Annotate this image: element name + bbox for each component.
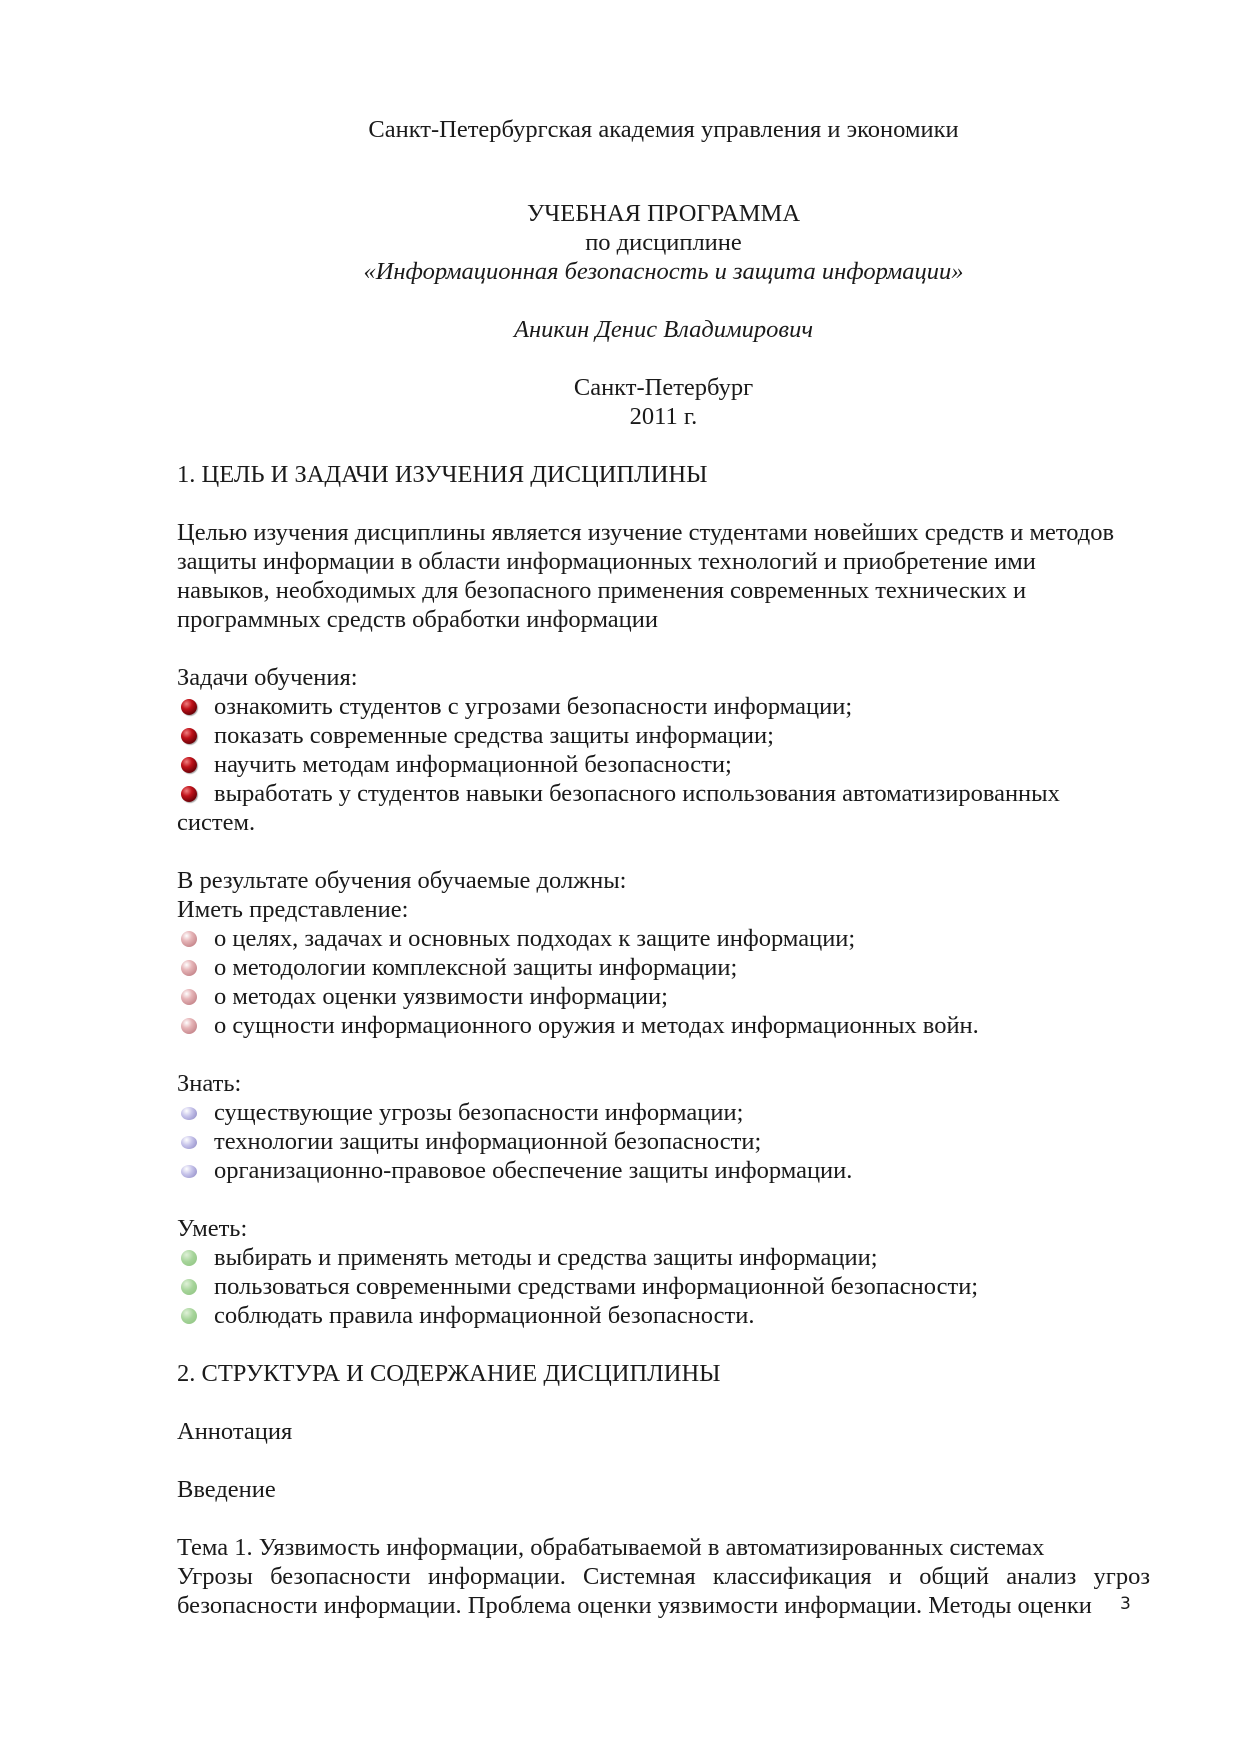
intro-heading: Введение bbox=[177, 1476, 276, 1503]
idea-label: Иметь представление: bbox=[177, 896, 409, 923]
goal-paragraph bbox=[177, 518, 1150, 634]
list-item bbox=[177, 1011, 1150, 1040]
bullet-icon bbox=[181, 1107, 197, 1120]
doc-type: УЧЕБНАЯ ПРОГРАММА bbox=[526, 200, 801, 227]
know-list bbox=[177, 1098, 1150, 1185]
list-item bbox=[177, 1243, 1150, 1272]
goal-line: Целью изучения дисциплины является изучение студентами новейших средств и методов bbox=[177, 519, 1115, 546]
bullet-icon bbox=[181, 989, 197, 1005]
topic1-text: Угрозы безопасности информации. Системная классификация и общий анализ угроз безопасности информации. Проблема оценки уязвимости информации. Методы оценки bbox=[177, 1563, 1150, 1619]
page-content bbox=[177, 115, 1150, 1620]
academy-name: Санкт-Петербургская академия управления и экономики bbox=[368, 116, 959, 143]
tasks-list bbox=[177, 692, 1150, 808]
list-item-text: организационно-правовое обеспечение защиты информации. bbox=[214, 1157, 853, 1184]
list-item bbox=[177, 1127, 1150, 1156]
section2-heading: 2. СТРУКТУРА И СОДЕРЖАНИЕ ДИСЦИПЛИНЫ bbox=[177, 1360, 721, 1387]
know-label: Знать: bbox=[177, 1070, 242, 1097]
list-item-text: существующие угрозы безопасности информации; bbox=[214, 1099, 744, 1126]
list-item-text: о целях, задачах и основных подходах к защите информации; bbox=[214, 925, 856, 952]
goal-line: программных средств обработки информации bbox=[177, 606, 659, 633]
bullet-icon bbox=[181, 1165, 197, 1178]
list-item-text: пользоваться современными средствами информационной безопасности; bbox=[214, 1273, 979, 1300]
bullet-icon bbox=[181, 1279, 197, 1295]
goal-line: навыков, необходимых для безопасного применения современных технических и bbox=[177, 577, 1027, 604]
list-item-text: ознакомить студентов с угрозами безопасности информации; bbox=[214, 693, 853, 720]
list-item bbox=[177, 1156, 1150, 1185]
bullet-icon bbox=[181, 1250, 197, 1266]
result-label: В результате обучения обучаемые должны: bbox=[177, 867, 627, 894]
topic1-title: Тема 1. Уязвимость информации, обрабатываемой в автоматизированных системах bbox=[177, 1534, 1045, 1561]
list-item bbox=[177, 924, 1150, 953]
tasks-label: Задачи обучения: bbox=[177, 664, 358, 691]
tasks-continuation: систем. bbox=[177, 809, 256, 836]
list-item bbox=[177, 1098, 1150, 1127]
list-item-text: соблюдать правила информационной безопасности. bbox=[214, 1302, 755, 1329]
bullet-icon bbox=[181, 757, 197, 773]
bullet-icon bbox=[181, 1308, 197, 1324]
list-item bbox=[177, 692, 1150, 721]
list-item bbox=[177, 721, 1150, 750]
idea-list bbox=[177, 924, 1150, 1040]
by-discipline: по дисциплине bbox=[585, 229, 742, 256]
author-name: Аникин Денис Владимирович bbox=[513, 316, 814, 343]
year: 2011 г. bbox=[629, 403, 698, 430]
list-item bbox=[177, 779, 1150, 808]
bullet-icon bbox=[181, 699, 197, 715]
able-list bbox=[177, 1243, 1150, 1330]
list-item-text: о сущности информационного оружия и методах информационных войн. bbox=[214, 1012, 979, 1039]
bullet-icon bbox=[181, 1136, 197, 1149]
section1-heading: 1. ЦЕЛЬ И ЗАДАЧИ ИЗУЧЕНИЯ ДИСЦИПЛИНЫ bbox=[177, 461, 708, 488]
list-item-text: выбирать и применять методы и средства защиты информации; bbox=[214, 1244, 878, 1271]
discipline-title: «Информационная безопасность и защита информации» bbox=[363, 258, 964, 285]
list-item bbox=[177, 750, 1150, 779]
city: Санкт-Петербург bbox=[573, 374, 754, 401]
bullet-icon bbox=[181, 728, 197, 744]
list-item-text: о методологии комплексной защиты информации; bbox=[214, 954, 738, 981]
page-number: 3 bbox=[1120, 1594, 1131, 1614]
bullet-icon bbox=[181, 960, 197, 976]
list-item bbox=[177, 982, 1150, 1011]
goal-line: защиты информации в области информационных технологий и приобретение ими bbox=[177, 548, 1036, 575]
list-item bbox=[177, 953, 1150, 982]
list-item-text: научить методам информационной безопасности; bbox=[214, 751, 732, 778]
bullet-icon bbox=[181, 1018, 197, 1034]
list-item bbox=[177, 1301, 1150, 1330]
list-item-text: показать современные средства защиты информации; bbox=[214, 722, 774, 749]
bullet-icon bbox=[181, 786, 197, 802]
bullet-icon bbox=[181, 931, 197, 947]
able-label: Уметь: bbox=[177, 1215, 248, 1242]
list-item bbox=[177, 1272, 1150, 1301]
annotation-heading: Аннотация bbox=[177, 1418, 293, 1445]
list-item-text: о методах оценки уязвимости информации; bbox=[214, 983, 668, 1010]
list-item-text: выработать у студентов навыки безопасного использования автоматизированных bbox=[214, 780, 1060, 807]
list-item-text: технологии защиты информационной безопасности; bbox=[214, 1128, 762, 1155]
